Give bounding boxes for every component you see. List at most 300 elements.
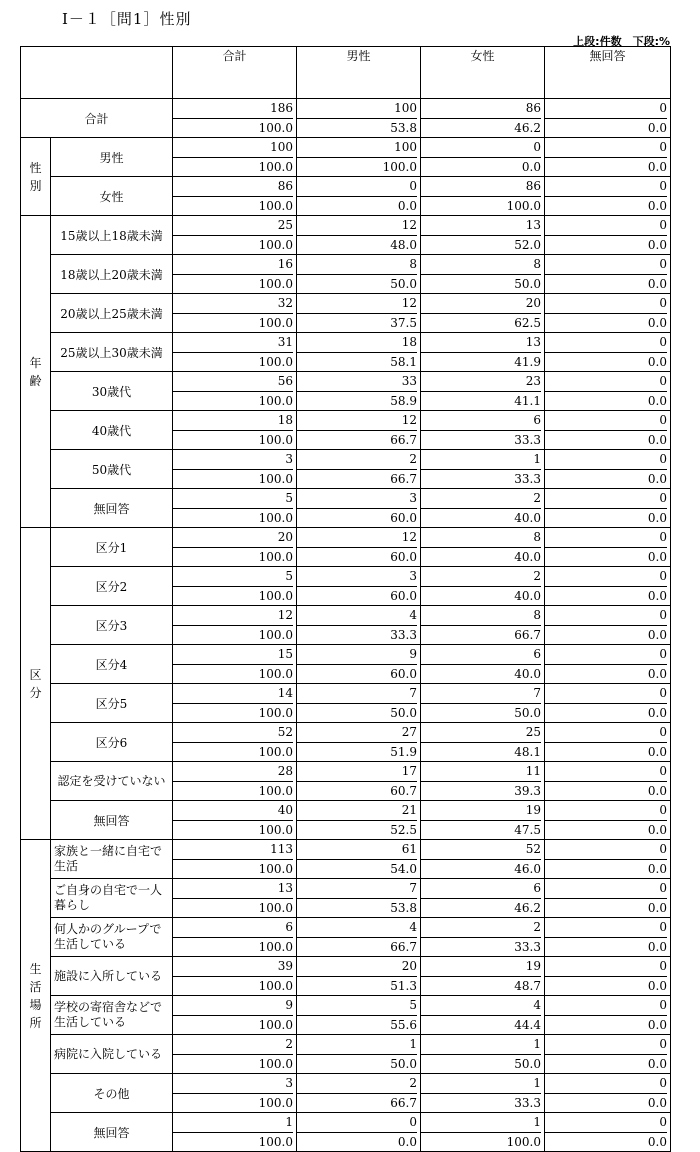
- percent-value: 0.0: [647, 1018, 667, 1032]
- value-cell: [421, 684, 545, 723]
- value-cell: [297, 684, 421, 723]
- percent-value: 66.7: [390, 472, 417, 486]
- row-label: 15歳以上18歳未満: [51, 216, 173, 255]
- percent-value: 47.5: [514, 823, 541, 837]
- count-value: 5: [173, 567, 293, 587]
- count-value: 12: [297, 528, 417, 548]
- value-cell: [173, 450, 297, 489]
- count-value: 1: [421, 450, 541, 470]
- percent-value: 100.0: [258, 706, 293, 720]
- count-value: 2: [173, 1035, 293, 1055]
- count-value: 1: [421, 1074, 541, 1094]
- count-value: 16: [173, 255, 293, 275]
- count-value: 0: [545, 1074, 667, 1094]
- percent-value: 60.0: [390, 511, 417, 525]
- count-value: 52: [173, 723, 293, 743]
- count-value: 0: [545, 411, 667, 431]
- value-cell: [297, 177, 421, 216]
- count-value: 100: [173, 138, 293, 158]
- percent-value: 100.0: [258, 784, 293, 798]
- percent-value: 100.0: [258, 511, 293, 525]
- percent-value: 66.7: [390, 1096, 417, 1110]
- percent-value: 48.0: [390, 238, 417, 252]
- value-cell: [421, 957, 545, 996]
- percent-value: 40.0: [514, 589, 541, 603]
- row-label: 病院に入院している: [51, 1035, 173, 1074]
- percent-value: 100.0: [258, 316, 293, 330]
- group-label-text: 年齢: [29, 355, 42, 388]
- value-cell: [173, 177, 297, 216]
- count-value: 0: [545, 879, 667, 899]
- table-row: [21, 1074, 671, 1113]
- count-value: 0: [545, 723, 667, 743]
- value-cell: [421, 294, 545, 333]
- row-label: 無回答: [51, 801, 173, 840]
- percent-value: 50.0: [390, 277, 417, 291]
- count-value: 20: [297, 957, 417, 977]
- table-row: [21, 177, 671, 216]
- count-value: 186: [173, 99, 293, 119]
- value-cell: [545, 840, 671, 879]
- group-label-text: 性別: [29, 160, 42, 193]
- column-header: 女性: [421, 47, 545, 99]
- value-cell: [545, 996, 671, 1035]
- value-cell: [173, 333, 297, 372]
- percent-value: 100.0: [258, 628, 293, 642]
- row-label: 20歳以上25歳未満: [51, 294, 173, 333]
- value-cell: [545, 606, 671, 645]
- count-value: 0: [545, 996, 667, 1016]
- count-value: 21: [297, 801, 417, 821]
- percent-value: 50.0: [514, 706, 541, 720]
- percent-value: 0.0: [647, 706, 667, 720]
- value-cell: [297, 294, 421, 333]
- value-cell: [421, 177, 545, 216]
- total-row: [21, 99, 671, 138]
- value-cell: [545, 723, 671, 762]
- percent-value: 0.0: [647, 823, 667, 837]
- table-row: [21, 606, 671, 645]
- table-row: [21, 450, 671, 489]
- table-row: [21, 762, 671, 801]
- percent-value: 100.0: [258, 589, 293, 603]
- row-label: 40歳代: [51, 411, 173, 450]
- percent-value: 0.0: [647, 667, 667, 681]
- value-cell: [421, 1035, 545, 1074]
- count-value: 12: [297, 216, 417, 236]
- percent-value: 33.3: [390, 628, 417, 642]
- percent-value: 0.0: [521, 160, 541, 174]
- percent-value: 52.0: [514, 238, 541, 252]
- value-cell: [297, 567, 421, 606]
- unit-legend: 上段:件数 下段:%: [573, 35, 670, 48]
- percent-value: 40.0: [514, 667, 541, 681]
- count-value: 12: [297, 411, 417, 431]
- value-cell: [421, 333, 545, 372]
- percent-value: 46.0: [514, 862, 541, 876]
- percent-value: 100.0: [258, 121, 293, 135]
- percent-value: 100.0: [258, 199, 293, 213]
- value-cell: [173, 528, 297, 567]
- percent-value: 100.0: [258, 160, 293, 174]
- row-label: 無回答: [51, 1113, 173, 1152]
- value-cell: [545, 333, 671, 372]
- value-cell: [545, 450, 671, 489]
- percent-value: 0.0: [647, 550, 667, 564]
- value-cell: [173, 1074, 297, 1113]
- percent-value: 100.0: [258, 550, 293, 564]
- count-value: 56: [173, 372, 293, 392]
- percent-value: 50.0: [514, 1057, 541, 1071]
- count-value: 0: [545, 450, 667, 470]
- count-value: 0: [545, 138, 667, 158]
- value-cell: [297, 879, 421, 918]
- value-cell: [545, 879, 671, 918]
- table-row: [21, 801, 671, 840]
- group-label: [21, 216, 51, 528]
- count-value: 9: [297, 645, 417, 665]
- count-value: 61: [297, 840, 417, 860]
- count-value: 5: [173, 489, 293, 509]
- percent-value: 100.0: [258, 355, 293, 369]
- row-label: 区分5: [51, 684, 173, 723]
- percent-value: 100.0: [258, 277, 293, 291]
- value-cell: [297, 723, 421, 762]
- count-value: 8: [297, 255, 417, 275]
- table-row: [21, 1113, 671, 1152]
- percent-value: 55.6: [390, 1018, 417, 1032]
- count-value: 0: [545, 684, 667, 704]
- row-label: 18歳以上20歳未満: [51, 255, 173, 294]
- count-value: 8: [421, 606, 541, 626]
- count-value: 113: [173, 840, 293, 860]
- value-cell: [421, 1074, 545, 1113]
- value-cell: [173, 138, 297, 177]
- count-value: 19: [421, 801, 541, 821]
- page-title: Ⅰ－１［問1］性別: [62, 10, 192, 28]
- value-cell: [421, 606, 545, 645]
- value-cell: [545, 1113, 671, 1152]
- count-value: 13: [421, 333, 541, 353]
- count-value: 0: [545, 372, 667, 392]
- table-row: [21, 528, 671, 567]
- count-value: 19: [421, 957, 541, 977]
- percent-value: 0.0: [397, 199, 417, 213]
- count-value: 0: [545, 840, 667, 860]
- value-cell: [297, 918, 421, 957]
- count-value: 3: [297, 567, 417, 587]
- row-label: 家族と一緒に自宅で生活: [51, 840, 173, 879]
- row-label: 何人かのグループで生活している: [51, 918, 173, 957]
- percent-value: 51.9: [390, 745, 417, 759]
- count-value: 0: [545, 801, 667, 821]
- percent-value: 60.0: [390, 667, 417, 681]
- value-cell: [297, 1074, 421, 1113]
- table-row: [21, 489, 671, 528]
- table-row: [21, 411, 671, 450]
- percent-value: 0.0: [647, 316, 667, 330]
- count-value: 86: [421, 177, 541, 197]
- percent-value: 0.0: [647, 1096, 667, 1110]
- value-cell: [297, 216, 421, 255]
- percent-value: 0.0: [647, 745, 667, 759]
- count-value: 0: [545, 918, 667, 938]
- count-value: 100: [297, 138, 417, 158]
- percent-value: 100.0: [258, 940, 293, 954]
- count-value: 2: [421, 567, 541, 587]
- value-cell: [173, 684, 297, 723]
- percent-value: 100.0: [506, 199, 541, 213]
- count-value: 39: [173, 957, 293, 977]
- value-cell: [173, 645, 297, 684]
- percent-value: 54.0: [390, 862, 417, 876]
- percent-value: 60.0: [390, 550, 417, 564]
- value-cell: [297, 99, 421, 138]
- value-cell: [297, 957, 421, 996]
- percent-value: 0.0: [647, 589, 667, 603]
- percent-value: 48.1: [514, 745, 541, 759]
- row-label: 女性: [51, 177, 173, 216]
- value-cell: [173, 294, 297, 333]
- count-value: 4: [297, 606, 417, 626]
- percent-value: 44.4: [514, 1018, 541, 1032]
- row-label: ご自身の自宅で一人暮らし: [51, 879, 173, 918]
- header-corner-cell: [21, 47, 173, 99]
- count-value: 0: [545, 294, 667, 314]
- value-cell: [173, 567, 297, 606]
- count-value: 1: [421, 1113, 541, 1133]
- value-cell: [297, 1113, 421, 1152]
- value-cell: [173, 1113, 297, 1152]
- value-cell: [297, 996, 421, 1035]
- value-cell: [173, 216, 297, 255]
- percent-value: 100.0: [258, 745, 293, 759]
- value-cell: [297, 333, 421, 372]
- percent-value: 46.2: [514, 121, 541, 135]
- percent-value: 48.7: [514, 979, 541, 993]
- table-row: [21, 840, 671, 879]
- value-cell: [173, 1035, 297, 1074]
- value-cell: [545, 1074, 671, 1113]
- percent-value: 100.0: [506, 1135, 541, 1149]
- table-row: [21, 138, 671, 177]
- percent-value: 50.0: [514, 277, 541, 291]
- percent-value: 50.0: [390, 706, 417, 720]
- value-cell: [297, 138, 421, 177]
- group-label: [21, 840, 51, 1152]
- percent-value: 100.0: [258, 433, 293, 447]
- percent-value: 58.1: [390, 355, 417, 369]
- value-cell: [545, 372, 671, 411]
- value-cell: [173, 762, 297, 801]
- value-cell: [545, 1035, 671, 1074]
- count-value: 28: [173, 762, 293, 782]
- percent-value: 58.9: [390, 394, 417, 408]
- count-value: 0: [545, 255, 667, 275]
- count-value: 0: [545, 177, 667, 197]
- percent-value: 0.0: [647, 511, 667, 525]
- percent-value: 52.5: [390, 823, 417, 837]
- count-value: 0: [545, 333, 667, 353]
- row-label: 区分4: [51, 645, 173, 684]
- value-cell: [421, 723, 545, 762]
- row-label: その他: [51, 1074, 173, 1113]
- percent-value: 46.2: [514, 901, 541, 915]
- count-value: 14: [173, 684, 293, 704]
- count-value: 20: [421, 294, 541, 314]
- table-row: [21, 372, 671, 411]
- row-label: 学校の寄宿舎などで生活している: [51, 996, 173, 1035]
- group-label: [21, 528, 51, 840]
- percent-value: 100.0: [258, 394, 293, 408]
- value-cell: [545, 957, 671, 996]
- value-cell: [545, 294, 671, 333]
- value-cell: [421, 918, 545, 957]
- value-cell: [173, 606, 297, 645]
- count-value: 31: [173, 333, 293, 353]
- percent-value: 37.5: [390, 316, 417, 330]
- percent-value: 40.0: [514, 550, 541, 564]
- column-header: 無回答: [545, 47, 671, 99]
- row-label: 区分6: [51, 723, 173, 762]
- value-cell: [173, 879, 297, 918]
- percent-value: 60.7: [390, 784, 417, 798]
- count-value: 86: [173, 177, 293, 197]
- value-cell: [421, 1113, 545, 1152]
- count-value: 27: [297, 723, 417, 743]
- value-cell: [421, 372, 545, 411]
- value-cell: [545, 411, 671, 450]
- percent-value: 0.0: [397, 1135, 417, 1149]
- count-value: 1: [297, 1035, 417, 1055]
- percent-value: 0.0: [647, 394, 667, 408]
- column-header: 合計: [173, 47, 297, 99]
- value-cell: [297, 411, 421, 450]
- percent-value: 100.0: [382, 160, 417, 174]
- count-value: 23: [421, 372, 541, 392]
- table-row: [21, 684, 671, 723]
- percent-value: 0.0: [647, 862, 667, 876]
- percent-value: 0.0: [647, 979, 667, 993]
- count-value: 11: [421, 762, 541, 782]
- percent-value: 100.0: [258, 862, 293, 876]
- count-value: 18: [173, 411, 293, 431]
- percent-value: 62.5: [514, 316, 541, 330]
- count-value: 20: [173, 528, 293, 548]
- value-cell: [421, 138, 545, 177]
- value-cell: [421, 528, 545, 567]
- count-value: 2: [297, 1074, 417, 1094]
- table-row: [21, 567, 671, 606]
- row-label: 区分3: [51, 606, 173, 645]
- percent-value: 0.0: [647, 628, 667, 642]
- count-value: 25: [421, 723, 541, 743]
- table-row: [21, 723, 671, 762]
- value-cell: [545, 918, 671, 957]
- value-cell: [545, 567, 671, 606]
- count-value: 1: [173, 1113, 293, 1133]
- count-value: 8: [421, 255, 541, 275]
- table-row: [21, 294, 671, 333]
- value-cell: [545, 489, 671, 528]
- count-value: 0: [545, 1035, 667, 1055]
- column-header: 男性: [297, 47, 421, 99]
- count-value: 25: [173, 216, 293, 236]
- row-label: 認定を受けていない: [51, 762, 173, 801]
- percent-value: 100.0: [258, 1057, 293, 1071]
- value-cell: [421, 879, 545, 918]
- percent-value: 41.1: [514, 394, 541, 408]
- row-label: 合計: [21, 99, 173, 138]
- percent-value: 0.0: [647, 901, 667, 915]
- percent-value: 66.7: [390, 433, 417, 447]
- value-cell: [545, 177, 671, 216]
- value-cell: [545, 801, 671, 840]
- count-value: 6: [421, 879, 541, 899]
- value-cell: [173, 255, 297, 294]
- count-value: 0: [297, 1113, 417, 1133]
- count-value: 13: [421, 216, 541, 236]
- group-label-text: 区分: [29, 667, 42, 700]
- count-value: 18: [297, 333, 417, 353]
- table-row: [21, 918, 671, 957]
- percent-value: 100.0: [258, 238, 293, 252]
- value-cell: [421, 411, 545, 450]
- count-value: 0: [545, 216, 667, 236]
- count-value: 4: [421, 996, 541, 1016]
- count-value: 32: [173, 294, 293, 314]
- count-value: 13: [173, 879, 293, 899]
- value-cell: [421, 762, 545, 801]
- percent-value: 53.8: [390, 121, 417, 135]
- percent-value: 0.0: [647, 1057, 667, 1071]
- count-value: 8: [421, 528, 541, 548]
- count-value: 0: [545, 762, 667, 782]
- value-cell: [297, 255, 421, 294]
- count-value: 40: [173, 801, 293, 821]
- value-cell: [173, 996, 297, 1035]
- value-cell: [545, 762, 671, 801]
- percent-value: 66.7: [390, 940, 417, 954]
- crosstab-table: [20, 46, 671, 1152]
- row-label: 区分2: [51, 567, 173, 606]
- count-value: 0: [545, 567, 667, 587]
- group-label: [21, 138, 51, 216]
- value-cell: [173, 957, 297, 996]
- count-value: 6: [173, 918, 293, 938]
- value-cell: [545, 216, 671, 255]
- count-value: 7: [297, 684, 417, 704]
- value-cell: [173, 372, 297, 411]
- value-cell: [421, 450, 545, 489]
- row-label: 50歳代: [51, 450, 173, 489]
- percent-value: 0.0: [647, 355, 667, 369]
- value-cell: [421, 255, 545, 294]
- header-row: [21, 47, 671, 99]
- percent-value: 0.0: [647, 121, 667, 135]
- count-value: 1: [421, 1035, 541, 1055]
- percent-value: 0.0: [647, 940, 667, 954]
- percent-value: 100.0: [258, 823, 293, 837]
- percent-value: 0.0: [647, 199, 667, 213]
- row-label: 男性: [51, 138, 173, 177]
- count-value: 0: [545, 99, 667, 119]
- percent-value: 33.3: [514, 1096, 541, 1110]
- count-value: 15: [173, 645, 293, 665]
- percent-value: 0.0: [647, 1135, 667, 1149]
- value-cell: [421, 840, 545, 879]
- value-cell: [545, 138, 671, 177]
